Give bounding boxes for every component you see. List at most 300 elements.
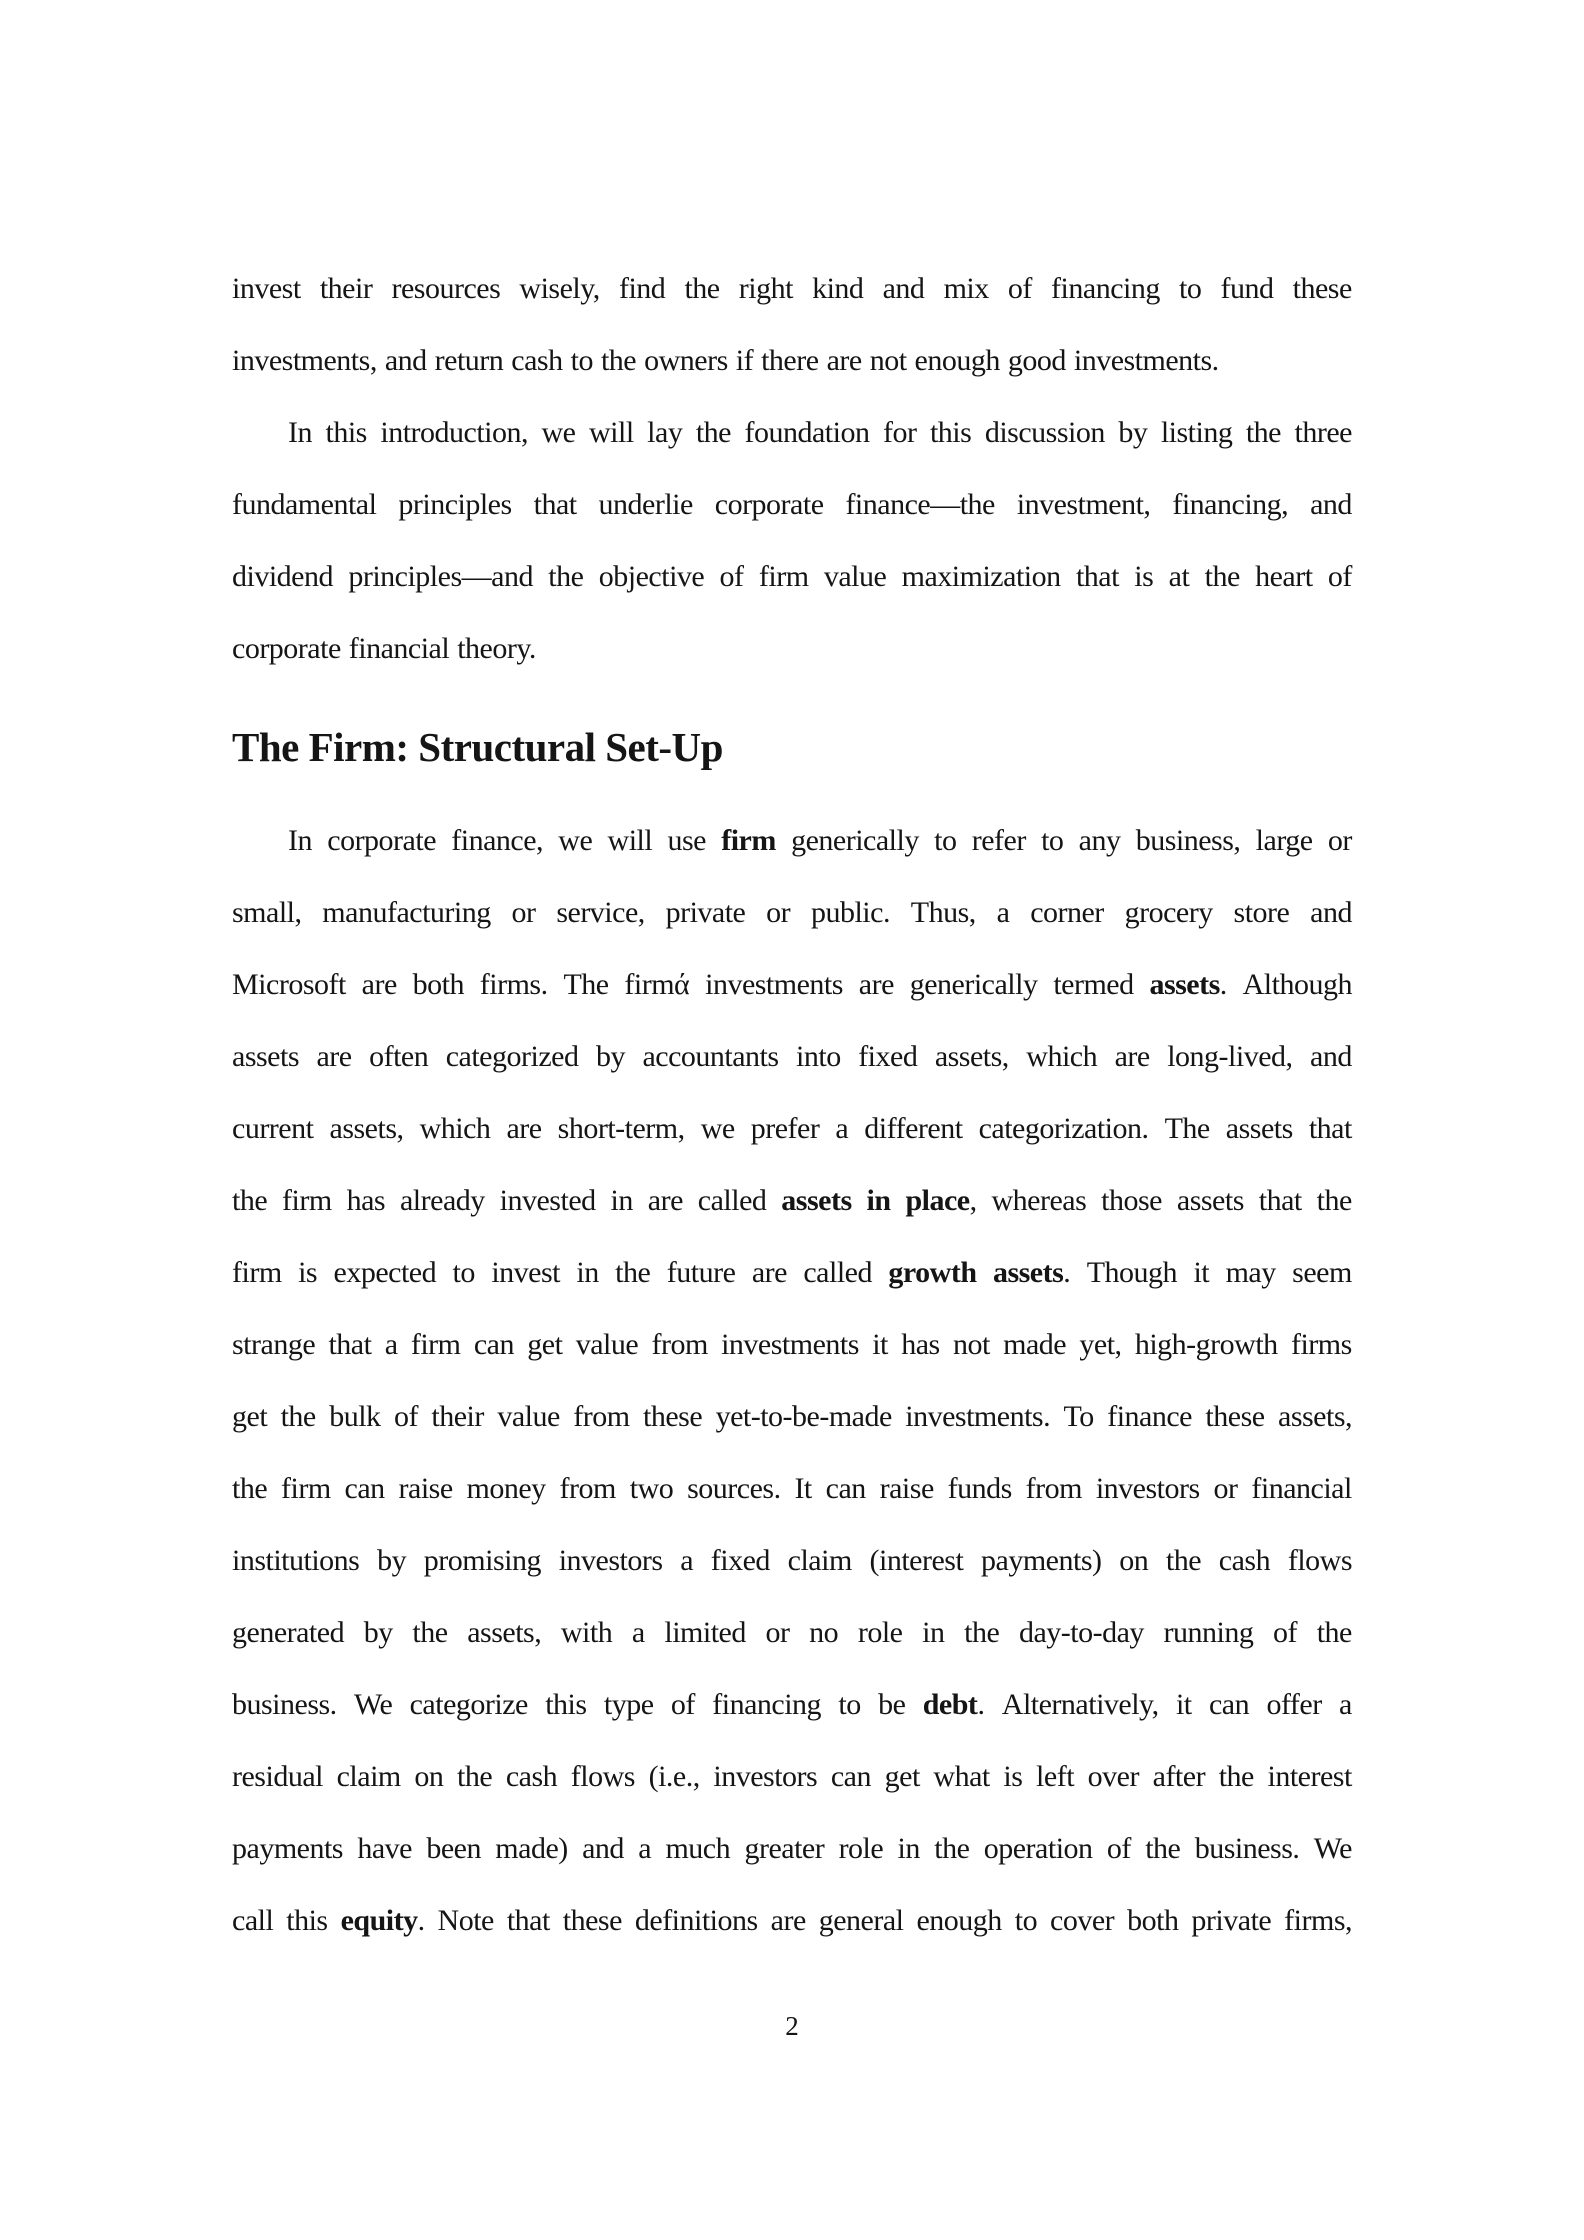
- word: not: [952, 1328, 990, 1361]
- word: their: [319, 272, 373, 305]
- word: has: [901, 1328, 940, 1361]
- word: dividend: [232, 560, 333, 593]
- word: foundation: [744, 416, 870, 449]
- word: fixed: [710, 1544, 770, 1577]
- word: To: [1063, 1400, 1094, 1433]
- word: grocery: [1124, 896, 1213, 929]
- word: firm: [410, 1328, 461, 1361]
- word: the: [615, 1256, 651, 1289]
- word: get: [884, 1760, 920, 1793]
- word: value: [575, 1328, 639, 1361]
- word: been: [426, 1832, 481, 1865]
- word: raise: [398, 1472, 453, 1505]
- word: Note: [437, 1904, 494, 1937]
- word: introduction,: [380, 416, 529, 449]
- word: financial: [1251, 1472, 1352, 1505]
- word: and: [384, 344, 427, 377]
- word: of: [1273, 1616, 1298, 1649]
- word: cash: [511, 344, 563, 377]
- word: categorize: [409, 1688, 528, 1721]
- text-line: [232, 1813, 1352, 1885]
- word: for: [882, 416, 917, 449]
- word: invest: [232, 272, 301, 305]
- word: a: [835, 1112, 849, 1145]
- word: prefer: [750, 1112, 820, 1145]
- word: or: [1213, 1472, 1238, 1505]
- word: yet,: [1079, 1328, 1122, 1361]
- word: are: [858, 968, 894, 1001]
- word: categorization.: [978, 1112, 1149, 1145]
- word: and: [1310, 1040, 1352, 1073]
- word: finance,: [451, 824, 544, 857]
- word: financing,: [1172, 488, 1289, 521]
- word: the: [457, 1760, 493, 1793]
- word: investors: [558, 1544, 663, 1577]
- word: invested: [499, 1184, 596, 1217]
- section-heading: The Firm: Structural Set-Up: [232, 724, 723, 770]
- word: the: [1316, 1184, 1352, 1217]
- word: in: [897, 1832, 920, 1865]
- word: It: [794, 1472, 812, 1505]
- word: discussion: [984, 416, 1105, 449]
- word: long-lived,: [1167, 1040, 1293, 1073]
- word: offer: [1266, 1688, 1322, 1721]
- word: store: [1233, 896, 1290, 929]
- word: cash: [505, 1760, 558, 1793]
- word: yet-to-be-made: [715, 1400, 892, 1433]
- word: from: [1025, 1472, 1082, 1505]
- text-line: [232, 1453, 1352, 1525]
- word: or: [766, 896, 791, 929]
- word: enough: [914, 344, 1000, 377]
- word: private: [665, 896, 746, 929]
- word: investments,: [232, 344, 377, 377]
- word: manufacturing: [322, 896, 491, 929]
- word: a: [680, 1544, 694, 1577]
- word: raise: [879, 1472, 934, 1505]
- word: into: [796, 1040, 841, 1073]
- word: to: [452, 1256, 475, 1289]
- word: already: [399, 1184, 485, 1217]
- word: on: [1119, 1544, 1149, 1577]
- word: in: [922, 1616, 945, 1649]
- word: different: [864, 1112, 963, 1145]
- word: these: [1292, 272, 1352, 305]
- word: to: [1041, 824, 1064, 857]
- text-line: [232, 877, 1352, 949]
- word: firm: [721, 824, 776, 857]
- word: corporate: [714, 488, 824, 521]
- word: to: [1014, 1904, 1038, 1937]
- word: there: [761, 344, 819, 377]
- word: corporate: [232, 632, 341, 665]
- word: can: [830, 1760, 871, 1793]
- word: both: [412, 968, 464, 1001]
- word: expected: [333, 1256, 437, 1289]
- word: that: [533, 488, 577, 521]
- word: of: [393, 1400, 418, 1433]
- word: whereas: [991, 1184, 1087, 1217]
- word: fixed: [858, 1040, 918, 1073]
- word: public.: [810, 896, 890, 929]
- word: be: [878, 1688, 906, 1721]
- word: investments.: [1073, 344, 1219, 377]
- word: we: [541, 416, 576, 449]
- word: or: [765, 1616, 790, 1649]
- text-blocks: [232, 253, 1352, 1957]
- word: these: [643, 1400, 703, 1433]
- word: corner: [1030, 896, 1104, 929]
- word: equity.: [340, 1904, 425, 1937]
- word: day-to-day: [1018, 1616, 1144, 1649]
- word: the: [1245, 416, 1281, 449]
- word: or: [1327, 824, 1352, 857]
- word: assets.: [992, 1256, 1071, 1289]
- word: three: [1294, 416, 1352, 449]
- word: seem: [1292, 1256, 1352, 1289]
- word: termed: [1053, 968, 1134, 1001]
- word: large: [1255, 824, 1313, 857]
- word: categorized: [445, 1040, 579, 1073]
- word: by: [1118, 416, 1148, 449]
- word: is: [298, 1256, 318, 1289]
- word: by: [377, 1544, 407, 1577]
- word: the: [232, 1184, 268, 1217]
- word: fund: [1220, 272, 1274, 305]
- word: are: [826, 344, 862, 377]
- word: in: [866, 1184, 891, 1217]
- word: financing: [1051, 272, 1160, 305]
- word: role: [857, 1616, 903, 1649]
- word: in: [576, 1256, 599, 1289]
- word: We: [1313, 1832, 1352, 1865]
- word: much: [665, 1832, 731, 1865]
- text-line: [232, 613, 1352, 685]
- word: generically: [909, 968, 1038, 1001]
- word: it: [1175, 1688, 1192, 1721]
- word: operation: [983, 1832, 1093, 1865]
- word: it: [872, 1328, 888, 1361]
- word: made): [495, 1832, 568, 1865]
- text-line: [232, 253, 1352, 325]
- word: are: [770, 1904, 806, 1937]
- word: of: [719, 560, 744, 593]
- word: generically: [791, 824, 919, 857]
- word: that: [1075, 560, 1119, 593]
- page-number: 2: [785, 2011, 799, 2041]
- word: principles: [398, 488, 512, 521]
- word: theory.: [457, 632, 536, 665]
- word: can: [473, 1328, 514, 1361]
- word: a: [996, 896, 1010, 929]
- word: Though: [1086, 1256, 1178, 1289]
- word: can: [825, 1472, 866, 1505]
- word: bulk: [329, 1400, 381, 1433]
- word: heart: [1255, 560, 1313, 593]
- word: the: [280, 1400, 316, 1433]
- word: which: [419, 1112, 491, 1145]
- word: those: [1101, 1184, 1162, 1217]
- word: assets: [1176, 1184, 1244, 1217]
- word: institutions: [232, 1544, 360, 1577]
- word: the: [684, 272, 720, 305]
- word: and: [1310, 896, 1352, 929]
- word: is: [1003, 1760, 1023, 1793]
- word: in: [610, 1184, 633, 1217]
- text-line: [232, 541, 1352, 613]
- word: and: [582, 1832, 624, 1865]
- word: value: [497, 1400, 560, 1433]
- word: that: [1258, 1184, 1302, 1217]
- word: may: [1225, 1256, 1276, 1289]
- word: of: [1106, 1832, 1131, 1865]
- word: has: [346, 1184, 386, 1217]
- word: assets,: [1278, 1400, 1352, 1433]
- word: role: [838, 1832, 884, 1865]
- word: generated: [232, 1616, 345, 1649]
- paragraph: [232, 397, 1352, 685]
- word: on: [414, 1760, 444, 1793]
- word: we: [558, 824, 593, 857]
- word: investments.: [905, 1400, 1051, 1433]
- word: flows: [570, 1760, 635, 1793]
- word: firm: [232, 1256, 282, 1289]
- text-line: [232, 949, 1352, 1021]
- text-line: [232, 1669, 1352, 1741]
- word: often: [369, 1040, 429, 1073]
- word: firm: [282, 1184, 332, 1217]
- word: called: [803, 1256, 872, 1289]
- text-line: [232, 1525, 1352, 1597]
- word: of: [1327, 560, 1352, 593]
- word: are: [1114, 1040, 1150, 1073]
- word: are: [316, 1040, 352, 1073]
- word: Alternatively,: [1001, 1688, 1159, 1721]
- word: that: [1308, 1112, 1352, 1145]
- word: these: [562, 1904, 622, 1937]
- text-line: [232, 1093, 1352, 1165]
- word: finance—the: [845, 488, 995, 521]
- word: the: [1218, 1760, 1254, 1793]
- text-line: [232, 1741, 1352, 1813]
- word: running: [1163, 1616, 1254, 1649]
- text-line: [232, 1309, 1352, 1381]
- word: private: [1191, 1904, 1272, 1937]
- word: invest: [491, 1256, 560, 1289]
- word: In: [288, 824, 312, 857]
- word: strange: [232, 1328, 316, 1361]
- word: finance: [1107, 1400, 1192, 1433]
- word: the: [412, 1616, 448, 1649]
- word: this: [545, 1688, 587, 1721]
- word: refer: [971, 824, 1026, 857]
- text-line: [232, 1597, 1352, 1669]
- word: maximization: [901, 560, 1061, 593]
- word: assets.: [1149, 968, 1227, 1001]
- text-line: [232, 397, 1352, 469]
- word: can: [344, 1472, 385, 1505]
- word: this: [929, 416, 972, 449]
- word: to: [838, 1688, 861, 1721]
- word: Microsoft: [232, 968, 346, 1001]
- text-line: [232, 469, 1352, 541]
- word: The: [563, 968, 609, 1001]
- text-line: [232, 1021, 1352, 1093]
- word: not: [869, 344, 907, 377]
- word: lay: [647, 416, 683, 449]
- word: business.: [232, 1688, 337, 1721]
- word: this: [325, 416, 367, 449]
- word: funds: [947, 1472, 1012, 1505]
- word: this: [286, 1904, 328, 1937]
- word: the: [1145, 1832, 1181, 1865]
- word: that: [328, 1328, 372, 1361]
- word: In: [288, 416, 312, 449]
- word: by: [363, 1616, 393, 1649]
- word: (i.e.,: [648, 1760, 700, 1793]
- word: owners: [644, 344, 728, 377]
- word: service,: [556, 896, 645, 929]
- word: general: [818, 1904, 904, 1937]
- word: will: [589, 416, 634, 449]
- word: a: [631, 1616, 645, 1649]
- word: objective: [598, 560, 705, 593]
- word: Although: [1242, 968, 1352, 1001]
- word: debt.: [922, 1688, 985, 1721]
- word: their: [431, 1400, 484, 1433]
- word: the: [934, 1832, 970, 1865]
- word: made: [1003, 1328, 1067, 1361]
- word: (interest: [869, 1544, 964, 1577]
- text-line: [232, 1165, 1352, 1237]
- word: investors: [713, 1760, 818, 1793]
- word: called: [697, 1184, 767, 1217]
- word: with: [560, 1616, 613, 1649]
- word: from: [559, 1472, 616, 1505]
- word: payments: [232, 1832, 343, 1865]
- word: a: [1339, 1688, 1352, 1721]
- word: the: [1204, 560, 1240, 593]
- word: future: [666, 1256, 736, 1289]
- word: assets: [232, 1040, 299, 1073]
- word: assets: [1225, 1112, 1293, 1145]
- paragraph: [232, 805, 1352, 1957]
- word: current: [232, 1112, 314, 1145]
- word: business.: [1194, 1832, 1300, 1865]
- word: can: [1208, 1688, 1250, 1721]
- word: the: [548, 560, 584, 593]
- word: flows: [1287, 1544, 1352, 1577]
- word: these: [1205, 1400, 1265, 1433]
- word: Thus,: [910, 896, 976, 929]
- word: definitions: [634, 1904, 758, 1937]
- word: a: [384, 1328, 398, 1361]
- word: we: [700, 1112, 735, 1145]
- word: assets,: [467, 1616, 542, 1649]
- word: what: [933, 1760, 990, 1793]
- word: The: [1164, 1112, 1210, 1145]
- word: assets,: [934, 1040, 1009, 1073]
- word: a: [638, 1832, 652, 1865]
- word: principles—and: [348, 560, 533, 593]
- word: and: [882, 272, 925, 305]
- word: the: [964, 1616, 1000, 1649]
- word: have: [357, 1832, 412, 1865]
- word: use: [667, 824, 706, 857]
- word: limited: [664, 1616, 746, 1649]
- word: fundamental: [232, 488, 377, 521]
- word: value: [823, 560, 887, 593]
- word: by: [595, 1040, 625, 1073]
- word: resources: [391, 272, 501, 305]
- word: are: [647, 1184, 683, 1217]
- paragraph: [232, 253, 1352, 397]
- word: money: [466, 1472, 546, 1505]
- word: high-growth: [1134, 1328, 1278, 1361]
- word: firms.: [479, 968, 548, 1001]
- word: or: [511, 896, 536, 929]
- text-line: [232, 1237, 1352, 1309]
- word: wisely,: [519, 272, 600, 305]
- word: cash: [1218, 1544, 1271, 1577]
- word: if: [735, 344, 754, 377]
- word: firm: [758, 560, 809, 593]
- word: both: [1127, 1904, 1179, 1937]
- word: get: [527, 1328, 563, 1361]
- word: from: [573, 1400, 630, 1433]
- word: to: [1179, 272, 1202, 305]
- word: find: [618, 272, 666, 305]
- text-line: [232, 805, 1352, 877]
- word: payments): [981, 1544, 1102, 1577]
- word: the: [1316, 1616, 1352, 1649]
- word: growth: [888, 1256, 977, 1289]
- word: from: [651, 1328, 708, 1361]
- word: assets: [781, 1184, 852, 1217]
- word: sources.: [687, 1472, 781, 1505]
- word: are: [361, 968, 397, 1001]
- word: residual: [232, 1760, 323, 1793]
- word: to: [934, 824, 957, 857]
- text-line: [232, 325, 1352, 397]
- word: firm: [281, 1472, 331, 1505]
- word: good: [1007, 344, 1066, 377]
- text-line: [232, 1381, 1352, 1453]
- word: of: [670, 1688, 695, 1721]
- word: get: [232, 1400, 268, 1433]
- word: assets,: [329, 1112, 404, 1145]
- word: corporate: [327, 824, 437, 857]
- word: that: [506, 1904, 550, 1937]
- word: financial: [348, 632, 450, 665]
- word: right: [738, 272, 793, 305]
- word: short-term,: [557, 1112, 685, 1145]
- word: is: [1134, 560, 1154, 593]
- word: greater: [744, 1832, 825, 1865]
- word: call: [232, 1904, 274, 1937]
- word: are: [751, 1256, 787, 1289]
- word: left: [1036, 1760, 1075, 1793]
- word: are: [506, 1112, 542, 1145]
- word: investments: [705, 968, 843, 1001]
- word: the: [232, 1472, 268, 1505]
- word: it: [1193, 1256, 1210, 1289]
- word: any: [1078, 824, 1121, 857]
- word: type: [603, 1688, 654, 1721]
- word: the: [1165, 1544, 1202, 1577]
- word: the: [600, 344, 637, 377]
- word: firmά: [624, 968, 690, 1001]
